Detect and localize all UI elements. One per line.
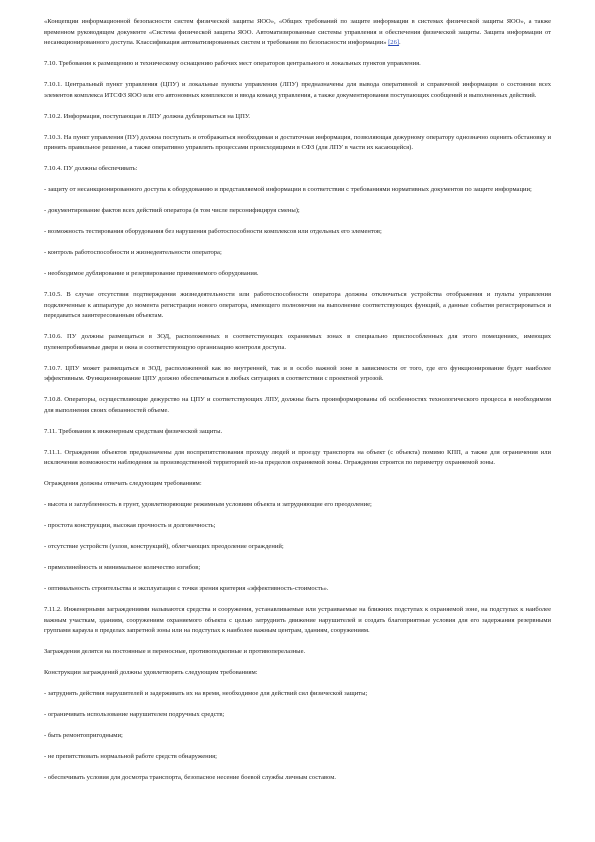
section-heading-7-11: 7.11. Требования к инженерным средствам физической защиты. bbox=[44, 427, 223, 435]
paragraph-7-10-1: 7.10.1. Центральный пункт управления (ЦПУ) и локальные пункты управления (ЛПУ) предназначены для вывода оперативной и справочной информации о состоянии всех элементов комплекса ИТСФЗ ЯОО или его автономных комплексов и ввода команд управления, а также документирования поступающих сообщений и выполненных действий. bbox=[44, 81, 551, 99]
paragraph-7-10-3: 7.10.3. На пункт управления (ПУ) должна поступать и отображаться необходимая и достаточная информация, позволяющая дежурному оператору однозначно оценить обстановку и принять правильное решение, а также оперативно управлять процессами происходящими в СФЗ (для ЛПУ в части их касающейся). bbox=[44, 133, 551, 151]
paragraph-text-end: . bbox=[399, 39, 401, 46]
list-item: - простота конструкции, высокая прочность и долговечность; bbox=[44, 522, 216, 529]
paragraph-7-11-2: 7.11.2. Инженерными заграждениями называются средства и сооружения, устанавливаемые или устраиваемые на ближних подступах к охраняемой зоне, на подступах к наиболее важным участкам, зданиям, сооружениям охраняемого объекта с целью затруднить движение нарушителей и создать благоприятные условия для его задержания резервными группами караула в пределах запретной зоны или на подступах к наиболее важным центрам, зданиям, сооружениям. bbox=[44, 606, 551, 634]
paragraph-7-10-4: 7.10.4. ПУ должны обеспечивать: bbox=[44, 165, 138, 172]
list-item: - прямолинейность и минимальное количество изгибов; bbox=[44, 564, 201, 571]
list-item: - необходимое дублирование и резервирование применяемого оборудования. bbox=[44, 270, 259, 277]
list-item: - обеспечивать условия для досмотра транспорта, безопасное несение боевой службы личным составом. bbox=[44, 774, 336, 781]
paragraph-7-10-2: 7.10.2. Информация, поступающая в ЛПУ должна дублироваться на ЦПУ. bbox=[44, 112, 251, 120]
paragraph-barrier-types: Заграждения делятся на постоянные и переносные, противоподкопные и противоперелазные. bbox=[44, 648, 306, 655]
reference-link[interactable]: [26] bbox=[388, 39, 400, 46]
list-item: - документирование фактов всех действий оператора (в том числе персонифицируя смены); bbox=[44, 207, 300, 214]
list-item: - высота и заглубленность в грунт, удовлетворяющие режимным условиям объекта и затрудняющие его преодоление; bbox=[44, 501, 372, 508]
paragraph-7-11-1: 7.11.1. Ограждения объектов предназначены для воспрепятствования проходу людей и проезду транспорта на объект (с объекта) помимо КПП, а также для ограничения или исключения возможности наблюдения за производственной территорией из-за пределов охраняемой зоны. Ограждения строятся по периметру охраняемой зоны. bbox=[44, 448, 551, 466]
paragraph-barrier-requirements: Конструкции заграждений должны удовлетворять следующим требованиям: bbox=[44, 669, 258, 676]
paragraph-7-10-5: 7.10.5. В случае отсутствия подтверждения жизнедеятельности или работоспособности оператора должны отключаться устройства отображения и пульты управления подключенные к аппаратуре до момента регистрации нового оператора, имеющего полномочия на выполнение соответствующих функций, а данные события регистрироваться и передаваться заинтересованным объектам. bbox=[44, 291, 551, 319]
list-item: - оптимальность строительства и эксплуатации с точки зрения критерия «эффективность-стоимость». bbox=[44, 585, 329, 592]
paragraph-7-10-8: 7.10.8. Операторы, осуществляющие дежурство на ЦПУ и соответствующих ЛПУ, должны быть проинформированы об особенностях технологического процесса в необходимом для выполнения своих обязанностей объеме. bbox=[44, 396, 551, 414]
list-item: - быть ремонтопригодными; bbox=[44, 732, 123, 739]
list-item: - контроль работоспособности и жизнедеятельности оператора; bbox=[44, 249, 222, 256]
list-item: - возможность тестирования оборудования без нарушения работоспособности комплексов или отдельных его элементов; bbox=[44, 228, 382, 235]
paragraph-requirements: Ограждения должны отвечать следующим требованиям: bbox=[44, 480, 202, 487]
list-item: - затруднять действия нарушителей и задерживать их на время, необходимое для действий сил физической защиты; bbox=[44, 690, 368, 697]
list-item: - защиту от несанкционированного доступа к оборудованию и представляемой информации в соответствии с требованиями нормативных документов по защите информации; bbox=[44, 186, 532, 193]
list-item: - отсутствие устройств (узлов, конструкций), облегчающих преодоление ограждений; bbox=[44, 543, 284, 550]
list-item: - не препятствовать нормальной работе средств обнаружения; bbox=[44, 753, 217, 760]
paragraph-7-10-6: 7.10.6. ПУ должны размещаться в ЗОД, расположенных в соответствующих охраняемых зонах в специально приспособленных для этого помещениях, имеющих пуленепробиваемые двери и окна и соответствующую организацию контроля доступа. bbox=[44, 333, 551, 351]
paragraph-intro bbox=[44, 17, 551, 49]
list-item: - ограничивать использование нарушителем подручных средств; bbox=[44, 711, 225, 718]
section-heading-7-10: 7.10. Требования к размещению и техническому оснащению рабочих мест операторов центрального и локальных пунктов управления. bbox=[44, 60, 421, 67]
paragraph-text: «Концепции информационной безопасности систем физической защиты ЯОО», «Общих требований по защите информации в системах физической защиты ЯОО», а также временном руководящем документе «Система физической защиты ЯОО. Автоматизированные системы управления и обеспечения физической защиты. Защита информации от несанкционированного доступа. Классификация автоматизированных систем и требования по безопасности информации» bbox=[44, 18, 551, 46]
paragraph-7-10-7: 7.10.7. ЦПУ может размещаться в ЗОД, расположенной как во внутренней, так и в особо важной зоне в зависимости от того, где его функционирование будет наиболее эффективным. Функционирование ЦПУ должно обеспечиваться в любых ситуациях в соответствии с проектной угрозой. bbox=[44, 364, 551, 382]
